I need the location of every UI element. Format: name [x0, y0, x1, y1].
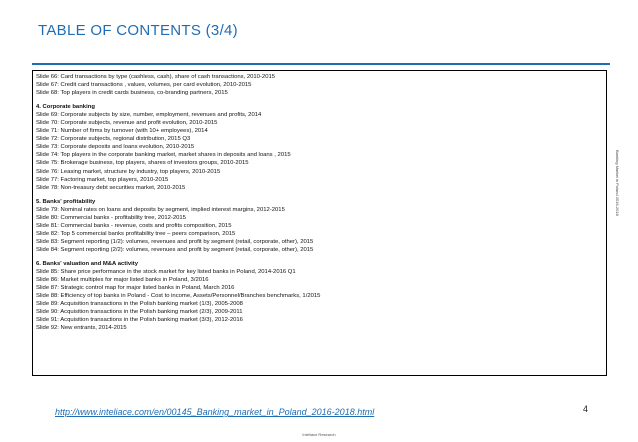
footer-credit: Inteliace Research: [302, 432, 336, 437]
toc-line: Slide 85: Share price performance in the stock market for key listed banks in Poland, 2014-2016 Q1: [36, 269, 296, 276]
toc-line: Slide 73: Corporate deposits and loans evolution, 2010-2015: [36, 144, 195, 151]
toc-line: Slide 79: Nominal rates on loans and deposits by segment, implied interest margins, 2012-2015: [36, 206, 285, 213]
toc-section-heading: 6. Banks' valuation and M&A activity: [36, 260, 139, 267]
toc-line: Slide 78: Non-treasury debt securities market, 2010-2015: [36, 184, 186, 191]
toc-line: Slide 77: Factoring market, top players, 2010-2015: [36, 176, 169, 183]
page-title: TABLE OF CONTENTS (3/4): [38, 22, 238, 39]
toc-line: Slide 90: Acquisition transactions in the Polish banking market (2/3), 2009-2011: [36, 309, 243, 316]
toc-line: Slide 89: Acquisition transactions in the Polish banking market (1/3), 2005-2008: [36, 301, 243, 308]
toc-line: Slide 71: Number of firms by turnover (with 10+ employees), 2014: [36, 128, 208, 135]
title-divider: [32, 63, 610, 65]
source-link[interactable]: http://www.inteliace.com/en/00145_Banking_market_in_Poland_2016-2018.html: [55, 407, 375, 417]
toc-line: Slide 80: Commercial banks - profitability tree, 2012-2015: [36, 214, 186, 221]
toc-line: Slide 82: Top 5 commercial banks profitability tree – peers comparison, 2015: [36, 230, 236, 237]
toc-line: Slide 66: Card transactions by type (cashless, cash), share of cash transactions, 2010-2015: [36, 74, 276, 80]
toc-line: Slide 86: Market multiples for major listed banks in Poland, 3/2016: [36, 277, 209, 284]
toc-line: Slide 69: Corporate subjects by size, number, employment, revenues and profits, 2014: [36, 112, 262, 119]
toc-section-heading: 5. Banks' profitability: [36, 198, 96, 205]
toc-line: Slide 68: Top players in credit cards business, co-branding partners, 2015: [36, 90, 228, 97]
toc-line: Slide 88: Efficiency of top banks in Poland - Cost to income, Assets/Personnel/Branches benchmarks, 1/2015: [36, 293, 321, 300]
toc-line: Slide 91: Acquisition transactions in the Polish banking market (3/3), 2012-2016: [36, 317, 243, 324]
toc-line: Slide 81: Commercial banks - revenue, costs and profits composition, 2015: [36, 222, 232, 229]
side-report-label: Banking Market in Poland 2016-2018: [615, 150, 620, 216]
toc-line: Slide 70: Corporate subjects, revenue and profit evolution, 2010-2015: [36, 120, 218, 127]
toc-line: Slide 87: Strategic control map for major listed banks in Poland, March 2016: [36, 285, 235, 292]
toc-line: Slide 83: Segment reporting (1/2): volumes, revenues and profit by segment (retail, corporate, other), 2015: [36, 238, 314, 245]
toc-section-heading: 4. Corporate banking: [36, 104, 95, 111]
toc-line: Slide 92: New entrants, 2014-2015: [36, 325, 127, 332]
toc-line: Slide 67: Credit card transactions , values, volumes, per card evolution, 2010-2015: [36, 82, 252, 89]
toc-line: Slide 75: Brokerage business, top players, shares of investors groups, 2010-2015: [36, 160, 249, 167]
toc-line: Slide 72: Corporate subjects, regional distribution, 2015 Q3: [36, 136, 191, 143]
toc-line: Slide 74: Top players in the corporate banking market, market shares in deposits and loans , 2015: [36, 152, 291, 159]
page-number: 4: [583, 404, 589, 414]
toc-line: Slide 84: Segment reporting (2/2): volumes, revenues and profit by segment (retail, corporate, other), 2015: [36, 246, 314, 253]
toc-box: [32, 70, 607, 376]
toc-line: Slide 76: Leasing market, structure by industry, top players, 2010-2015: [36, 168, 221, 175]
